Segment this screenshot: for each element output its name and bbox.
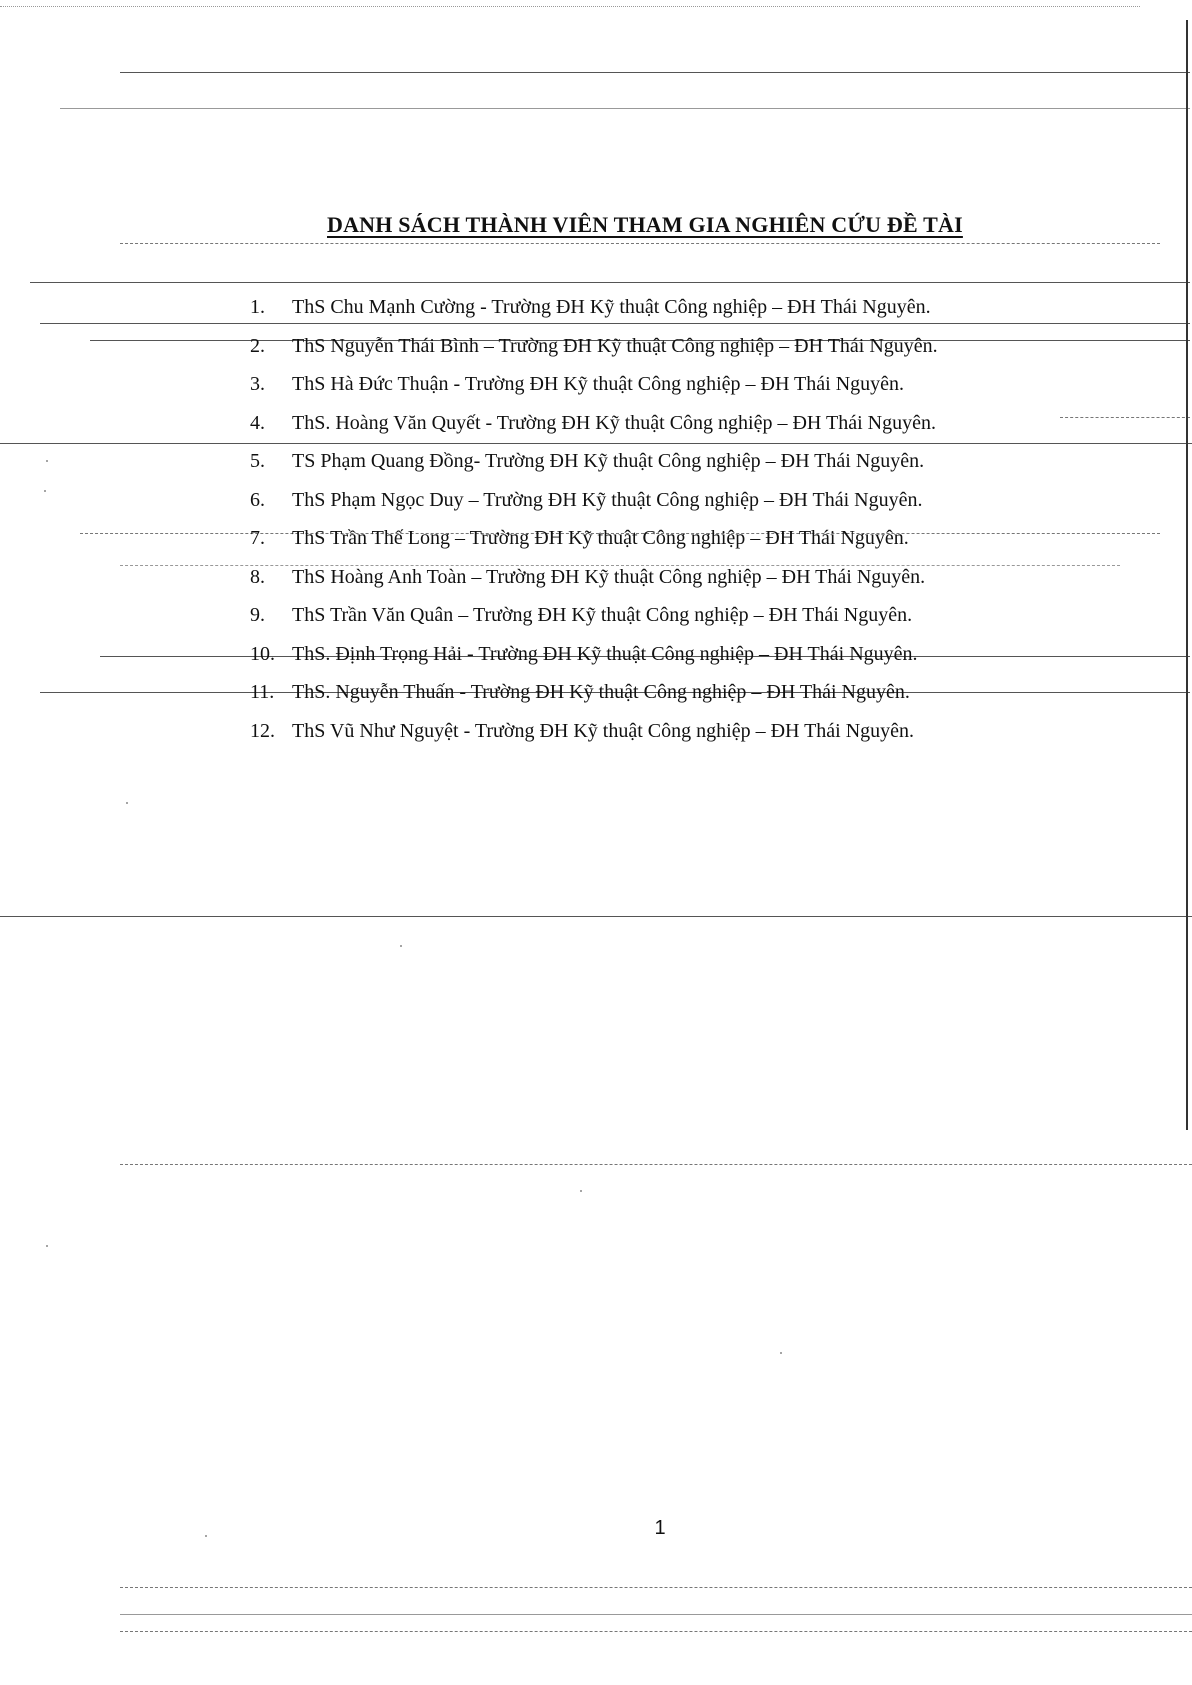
page-number: 1 [654,1517,666,1539]
scan-artifact-line [120,1614,1192,1615]
member-entry: ThS Nguyễn Thái Bình – Trường ĐH Kỹ thuật Công nghiệp – ĐH Thái Nguyên. [292,334,938,357]
list-item [250,600,938,639]
list-item [250,562,938,601]
member-entry: ThS Hà Đức Thuận - Trường ĐH Kỹ thuật Công nghiệp – ĐH Thái Nguyên. [292,373,905,395]
member-entry: ThS. Nguyễn Thuấn - Trường ĐH Kỹ thuật Công nghiệp – ĐH Thái Nguyên. [292,681,910,703]
member-entry: ThS Hoàng Anh Toàn – Trường ĐH Kỹ thuật Công nghiệp – ĐH Thái Nguyên. [292,565,926,588]
list-item [250,716,938,755]
list-item [250,292,938,331]
list-item [250,485,938,524]
item-number: 1. [250,296,265,318]
item-number: 4. [250,411,265,434]
scan-speck [44,490,46,492]
item-number: 12. [250,719,275,742]
item-number: 11. [250,681,275,703]
item-number: 7. [250,527,265,549]
scan-artifact-line [120,1164,1192,1165]
item-number: 8. [250,565,265,588]
scan-artifact-line [1060,417,1190,418]
member-entry: ThS. Định Trọng Hải - Trường ĐH Kỹ thuật Công nghiệp – ĐH Thái Nguyên. [292,642,918,665]
scan-artifact-edge [1186,20,1188,1130]
list-item [250,677,938,716]
list-item [250,639,938,678]
scan-speck [780,1352,782,1354]
item-number: 2. [250,334,265,357]
scan-artifact-line [120,1631,1192,1632]
scan-speck [400,945,402,947]
scan-artifact-line [120,243,1160,244]
member-entry: ThS Chu Mạnh Cường - Trường ĐH Kỹ thuật Công nghiệp – ĐH Thái Nguyên. [292,296,931,318]
list-item [250,446,938,485]
member-list [250,292,938,754]
scan-speck [46,460,48,462]
scan-artifact-line [60,108,1190,109]
scan-speck [46,1245,48,1247]
member-entry: ThS Trần Thế Long – Trường ĐH Kỹ thuật Công nghiệp – ĐH Thái Nguyên. [292,527,909,549]
member-entry: ThS Trần Văn Quân – Trường ĐH Kỹ thuật Công nghiệp – ĐH Thái Nguyên. [292,604,913,626]
scan-artifact-line [30,282,1190,283]
item-number: 9. [250,604,265,626]
scan-artifact-line [120,72,1190,73]
scan-artifact-line [0,916,1192,917]
item-number: 6. [250,488,265,511]
item-number: 3. [250,373,265,395]
scan-speck [126,802,128,804]
item-number: 5. [250,450,265,472]
list-item [250,369,938,408]
list-item [250,523,938,562]
list-item [250,331,938,370]
document-title: DANH SÁCH THÀNH VIÊN THAM GIA NGHIÊN CỨU ĐỀ TÀI [327,212,963,237]
scan-artifact-line [0,6,1140,7]
scan-artifact-line [120,1587,1192,1588]
item-number: 10. [250,642,275,665]
member-entry: ThS. Hoàng Văn Quyết - Trường ĐH Kỹ thuật Công nghiệp – ĐH Thái Nguyên. [292,411,936,434]
member-entry: ThS Vũ Như Nguyệt - Trường ĐH Kỹ thuật Công nghiệp – ĐH Thái Nguyên. [292,719,915,742]
scan-speck [580,1190,582,1192]
member-entry: ThS Phạm Ngọc Duy – Trường ĐH Kỹ thuật Công nghiệp – ĐH Thái Nguyên. [292,488,923,511]
member-entry: TS Phạm Quang Đồng- Trường ĐH Kỹ thuật Công nghiệp – ĐH Thái Nguyên. [292,450,925,472]
list-item [250,408,938,447]
